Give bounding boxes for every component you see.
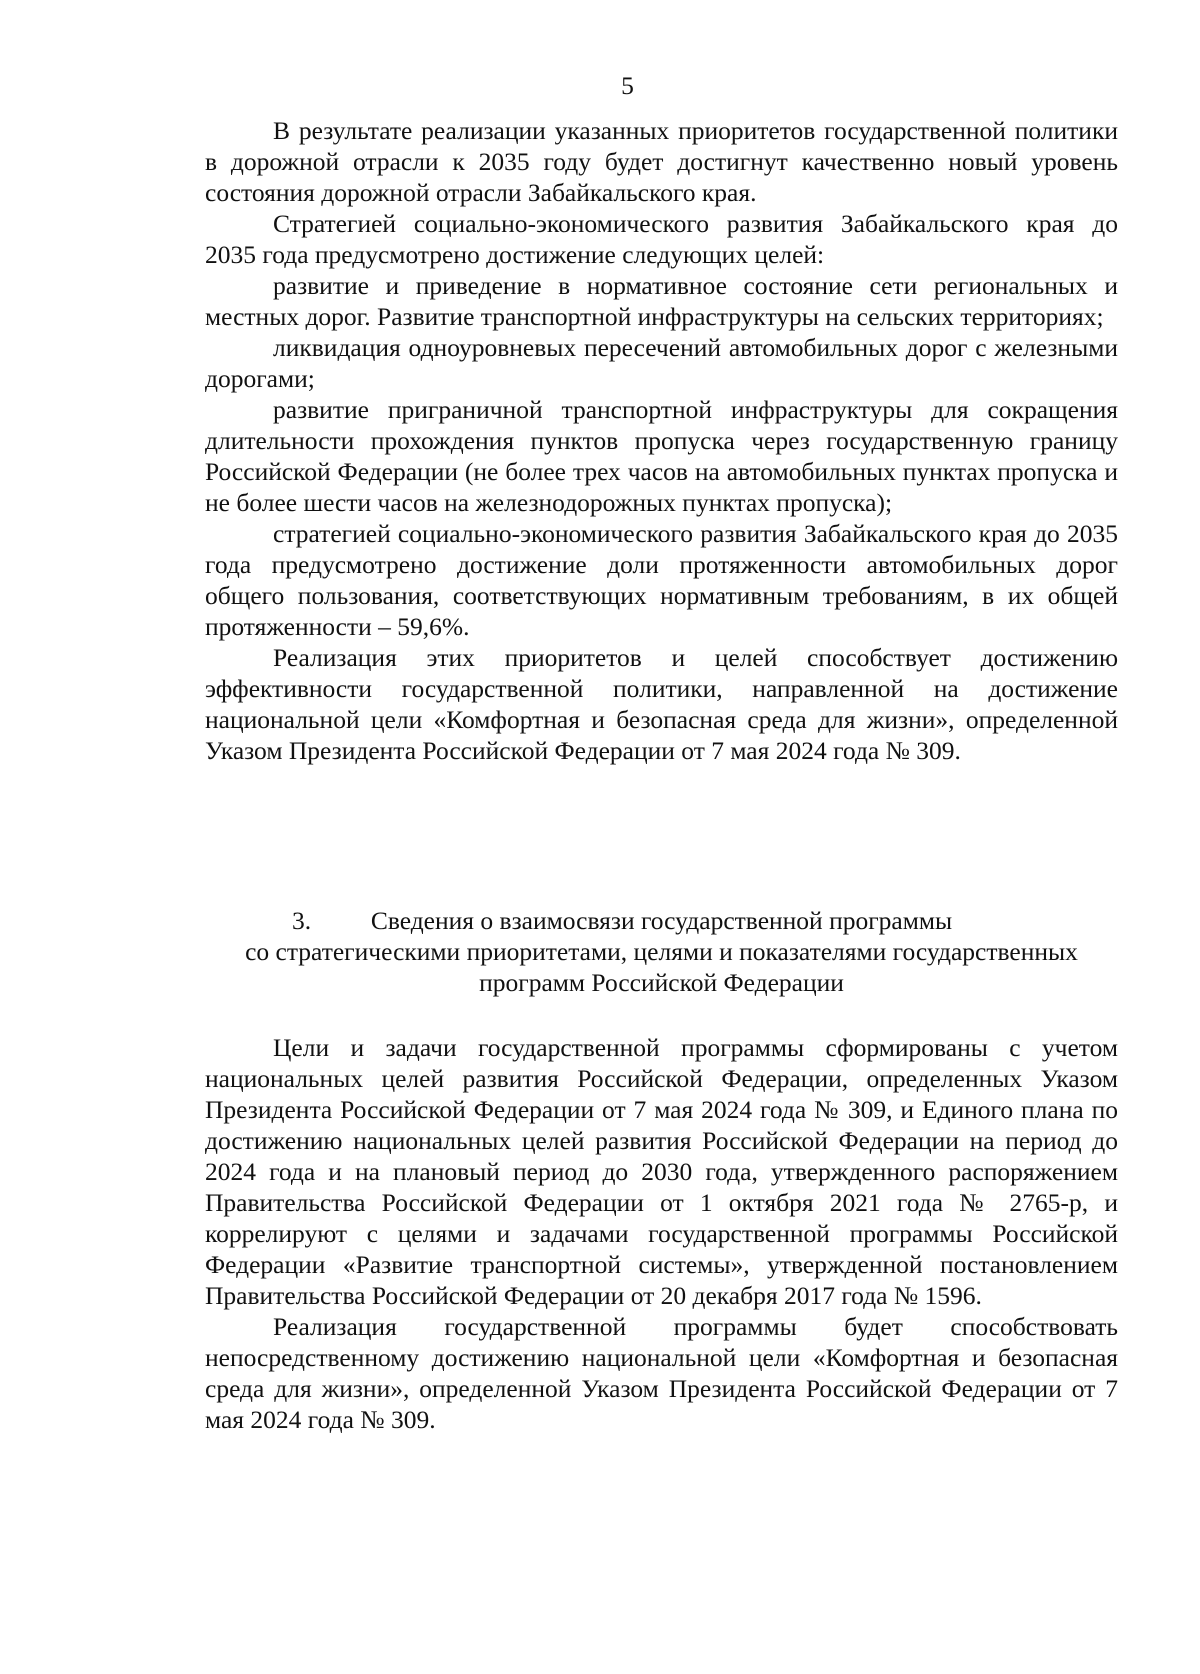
paragraph: развитие и приведение в нормативное состояние сети региональных и местных дорог. Развитие транспортной инфраструктуры на сельских территориях; [205, 271, 1118, 331]
paragraph: Реализация государственной программы будет способствовать непосредственному достижению национальной цели «Комфортная и безопасная среда для жизни», определенной Указом Президента Российской Федерации от 7 мая 2024 года № 309. [205, 1312, 1118, 1434]
bottom-text-block [205, 1032, 1118, 1435]
section-number: 3. [292, 906, 312, 935]
paragraph: Стратегией социально-экономического развития Забайкальского края до 2035 года предусмотрено достижение следующих целей: [205, 209, 1118, 269]
paragraph: стратегией социально-экономического развития Забайкальского края до 2035 года предусмотрено достижение доли протяженности автомобильных дорог общего пользования, соответствующих нормативным требованиям, в их общей протяженности – 59,6%. [205, 519, 1118, 641]
section-title-line: программ Российской Федерации [479, 968, 844, 997]
section-title-line: Сведения о взаимосвязи государственной программы [370, 906, 953, 935]
page-number: 5 [621, 71, 634, 100]
paragraph: развитие приграничной транспортной инфраструктуры для сокращения длительности прохождения пунктов пропуска через государственную границу Российской Федерации (не более трех часов на автомобильных пунктах пропуска и не более шести часов на железнодорожных пунктах пропуска); [205, 395, 1118, 517]
paragraph: Реализация этих приоритетов и целей способствует достижению эффективности государственной политики, направленной на достижение национальной цели «Комфортная и безопасная среда для жизни», определенной Указом Президента Российской Федерации от 7 мая 2024 года № 309. [205, 643, 1118, 765]
paragraph: Цели и задачи государственной программы сформированы с учетом национальных целей развития Российской Федерации, определенных Указом Президента Российской Федерации от 7 мая 2024 года № 309, и Единого плана по достижению национальных целей развития Российской Федерации на период до 2024 года и на плановый период до 2030 года, утвержденного распоряжением Правительства Российской Федерации от 1 октября 2021 года № 2765-р, и коррелируют с целями и задачами государственной программы Российской Федерации «Развитие транспортной системы», утвержденной постановлением Правительства Российской Федерации от 20 декабря 2017 года № 1596. [205, 1033, 1118, 1310]
paragraph: ликвидация одноуровневых пересечений автомобильных дорог с железными дорогами; [205, 333, 1118, 393]
section-title-line: со стратегическими приоритетами, целями и показателями государственных [245, 937, 1078, 966]
section-heading [205, 905, 1118, 998]
paragraph: В результате реализации указанных приоритетов государственной политики в дорожной отрасли к 2035 году будет достигнут качественно новый уровень состояния дорожной отрасли Забайкальского края. [205, 116, 1118, 207]
top-text-block [205, 115, 1118, 766]
